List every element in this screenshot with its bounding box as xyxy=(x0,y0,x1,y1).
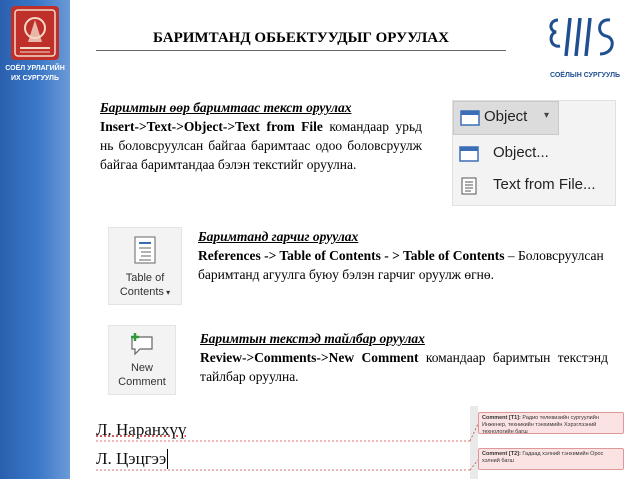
toc-label-line2 xyxy=(109,286,181,298)
menu-item-object[interactable] xyxy=(453,141,615,167)
left-sidebar xyxy=(0,0,70,479)
comment1-text: Радио телевизийн сургуулийн Инженер, техникийн тэнхимийн Хэрэглээний технологийн багш xyxy=(482,415,599,435)
table-of-contents-button[interactable] xyxy=(108,227,182,305)
section2-heading: Баримтанд гарчиг оруулах xyxy=(198,229,359,244)
section3-heading: Баримтын текстэд тайлбар оруулах xyxy=(200,331,425,346)
document-name-1[interactable]: Л. Наранхүү xyxy=(96,420,187,439)
menu-item-object-label: Object... xyxy=(493,144,549,161)
crest-icon xyxy=(8,4,62,62)
chevron-down-icon: ▾ xyxy=(544,110,550,121)
section3-text xyxy=(200,348,608,386)
logo-left-line2: ИХ СУРГУУЛЬ xyxy=(11,75,59,82)
object-item-icon xyxy=(459,146,479,162)
comment-label-line1: New xyxy=(130,362,153,374)
comment2-text: Гадаад хэлний тэнхимийн Орос хэлний багш xyxy=(482,451,604,464)
section1-heading: Баримтын өөр баримтаас текст оруулах xyxy=(100,100,352,115)
section2-command: References -> Table of Contents - > Table of Contents xyxy=(198,248,505,263)
school-logo-icon xyxy=(540,8,630,72)
section1-body: командаар урьд нь боловсруулсан байгаа баримтаас одоо боловсруулж байгаа баримтандаа бэлэн текстийг оруулна. xyxy=(100,119,423,172)
logo-left-line1: СОЁЛ УРЛАГИЙН xyxy=(5,65,65,72)
section1-text xyxy=(100,117,422,174)
school-logo xyxy=(540,8,630,86)
toc-label-line1: Table of xyxy=(125,272,165,284)
menu-item-text-from-file-label: Text from File... xyxy=(493,176,596,193)
university-logo xyxy=(4,4,66,92)
document-name-2[interactable]: Л. Цэцгээ xyxy=(96,449,167,468)
comment-margin xyxy=(470,406,478,479)
table-of-contents-icon xyxy=(133,236,157,264)
section-table-of-contents xyxy=(198,227,608,284)
comment-balloon-2[interactable] xyxy=(478,448,624,470)
section-comments xyxy=(200,329,608,386)
object-icon xyxy=(460,110,480,126)
new-comment-icon xyxy=(129,332,155,356)
comment2-tag: Comment [T2]: xyxy=(482,451,521,457)
section3-body: командаар баримтын текстэнд тайлбар оруулна. xyxy=(200,350,608,384)
school-logo-label: СОЁЛЫН СУРГУУЛЬ xyxy=(549,72,621,79)
object-menu-panel xyxy=(452,100,616,206)
object-button-label: Object xyxy=(484,108,528,125)
new-comment-button[interactable] xyxy=(108,325,176,395)
section3-command: Review->Comments->New Comment xyxy=(200,350,419,365)
comment1-tag: Comment [T1]: xyxy=(482,415,521,421)
text-file-icon xyxy=(461,177,477,195)
section2-body: – Боловсруулсан баримтанд агуулга буюу бэлэн гарчиг оруулж өгнө. xyxy=(198,248,604,282)
toc-label-line2-text: Contents xyxy=(119,286,164,298)
comment-balloon-1[interactable] xyxy=(478,412,624,434)
section2-text xyxy=(198,246,608,284)
section1-command: Insert->Text->Object->Text from File xyxy=(100,119,323,134)
object-dropdown-button[interactable] xyxy=(453,101,559,135)
page-title: БАРИМТАНД ОБЬЕКТУУДЫГ ОРУУЛАХ xyxy=(96,30,506,51)
section-insert-object xyxy=(100,98,422,174)
chevron-down-icon: ▾ xyxy=(163,288,171,297)
menu-item-text-from-file[interactable] xyxy=(453,173,615,199)
comment-label-line2: Comment xyxy=(118,376,166,388)
